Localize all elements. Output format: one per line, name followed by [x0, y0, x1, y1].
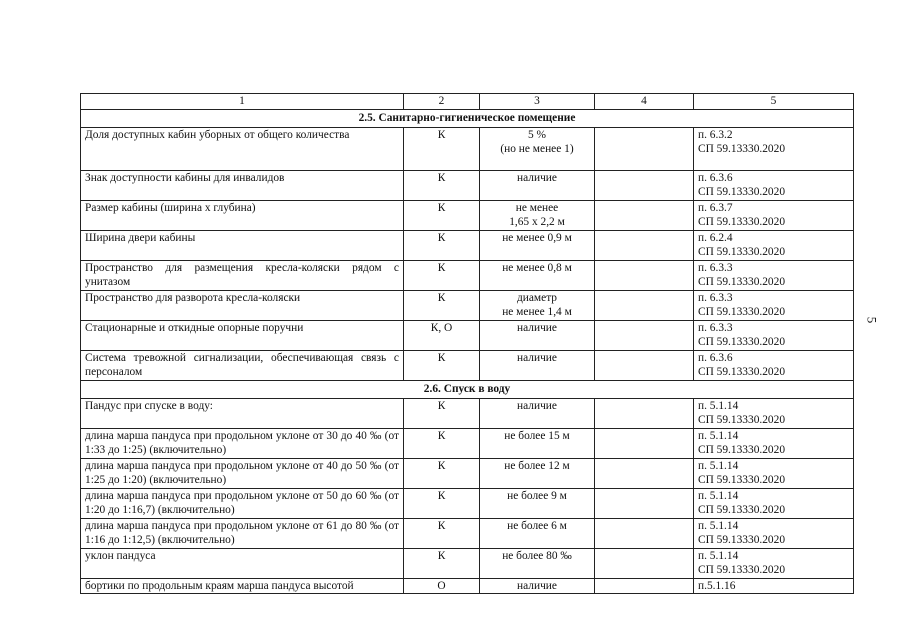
actual-value-cell [595, 399, 694, 429]
norm-value-cell [480, 128, 595, 171]
category-cell: К [404, 291, 480, 321]
norm-value-cell [480, 459, 595, 489]
reference-clause: п. 5.1.14 [698, 520, 739, 532]
category-cell: К [404, 399, 480, 429]
page-number: 5 [864, 316, 880, 324]
table-row [81, 128, 854, 171]
parameter-cell: бортики по продольным краям марша пандуса высотой [81, 579, 404, 594]
reference-standard: СП 59.13330.2020 [698, 276, 786, 288]
reference-cell [694, 459, 854, 489]
actual-value-cell [595, 231, 694, 261]
reference-clause: п. 5.1.14 [698, 550, 739, 562]
actual-value-cell [595, 459, 694, 489]
table-row [81, 261, 854, 291]
reference-standard: СП 59.13330.2020 [698, 143, 786, 155]
actual-value-cell [595, 201, 694, 231]
section-title: 2.5. Санитарно-гигиеническое помещение [81, 110, 854, 128]
header-cell: 2 [404, 94, 480, 110]
norm-value-line: наличие [517, 172, 557, 184]
actual-value-cell [595, 579, 694, 594]
reference-cell [694, 128, 854, 171]
norm-value-cell [480, 231, 595, 261]
parameter-cell: длина марша пандуса при продольном уклоне от 40 до 50 ‰ (от 1:25 до 1:20) (включительно) [81, 459, 404, 489]
table-row [81, 291, 854, 321]
actual-value-cell [595, 261, 694, 291]
reference-clause: п. 6.3.2 [698, 129, 733, 141]
parameter-cell: Пространство для размещения кресла-коляски рядом с унитазом [81, 261, 404, 291]
category-cell: К [404, 231, 480, 261]
reference-clause: п. 5.1.14 [698, 430, 739, 442]
header-cell: 1 [81, 94, 404, 110]
category-cell: К [404, 201, 480, 231]
norm-value-cell [480, 351, 595, 381]
parameter-cell: Стационарные и откидные опорные поручни [81, 321, 404, 351]
parameter-cell: длина марша пандуса при продольном уклоне от 30 до 40 ‰ (от 1:33 до 1:25) (включительно) [81, 429, 404, 459]
actual-value-cell [595, 128, 694, 171]
parameter-cell: Пандус при спуске в воду: [81, 399, 404, 429]
norm-value-line: наличие [517, 580, 557, 592]
norm-value-cell [480, 171, 595, 201]
reference-standard: СП 59.13330.2020 [698, 564, 786, 576]
reference-cell [694, 321, 854, 351]
category-cell: О [404, 579, 480, 594]
norm-value-cell [480, 429, 595, 459]
reference-cell [694, 579, 854, 594]
norm-value-line: не более 12 м [504, 460, 570, 472]
norm-value-cell [480, 321, 595, 351]
actual-value-cell [595, 291, 694, 321]
parameter-cell: Ширина двери кабины [81, 231, 404, 261]
reference-clause: п. 6.3.3 [698, 262, 733, 274]
table-row [81, 201, 854, 231]
reference-cell [694, 549, 854, 579]
reference-clause: п. 5.1.14 [698, 490, 739, 502]
norm-value-line: 5 % [527, 129, 547, 141]
table-row [81, 459, 854, 489]
reference-cell [694, 519, 854, 549]
table-row [81, 171, 854, 201]
actual-value-cell [595, 351, 694, 381]
reference-clause: п. 6.3.3 [698, 322, 733, 334]
norm-value-line: наличие [517, 400, 557, 412]
norm-value-line: не менее [515, 202, 559, 214]
category-cell: К [404, 261, 480, 291]
reference-standard: СП 59.13330.2020 [698, 474, 786, 486]
norm-value-line: (но не менее 1) [500, 143, 574, 155]
category-cell: К [404, 351, 480, 381]
section-header-row [81, 110, 854, 128]
norm-value-cell [480, 519, 595, 549]
reference-cell [694, 489, 854, 519]
actual-value-cell [595, 429, 694, 459]
norm-value-line: не менее 0,8 м [502, 262, 572, 274]
reference-clause: п. 6.3.3 [698, 292, 733, 304]
norm-value-cell [480, 579, 595, 594]
category-cell: К [404, 459, 480, 489]
reference-standard: СП 59.13330.2020 [698, 306, 786, 318]
header-cell: 5 [694, 94, 854, 110]
requirements-table [80, 93, 854, 594]
table-row [81, 579, 854, 594]
norm-value-line: наличие [517, 322, 557, 334]
table-row [81, 489, 854, 519]
parameter-cell: уклон пандуса [81, 549, 404, 579]
parameter-cell: длина марша пандуса при продольном уклоне от 50 до 60 ‰ (от 1:20 до 1:16,7) (включительно) [81, 489, 404, 519]
reference-cell [694, 351, 854, 381]
actual-value-cell [595, 489, 694, 519]
norm-value-cell [480, 549, 595, 579]
norm-value-line: не менее 0,9 м [502, 232, 572, 244]
norm-value-cell [480, 399, 595, 429]
parameter-cell: Доля доступных кабин уборных от общего количества [81, 128, 404, 171]
norm-value-cell [480, 261, 595, 291]
reference-standard: СП 59.13330.2020 [698, 246, 786, 258]
category-cell: К [404, 549, 480, 579]
parameter-cell: Пространство для разворота кресла-коляски [81, 291, 404, 321]
table-row [81, 321, 854, 351]
actual-value-cell [595, 519, 694, 549]
section-title: 2.6. Спуск в воду [81, 381, 854, 399]
actual-value-cell [595, 321, 694, 351]
norm-value-line: не более 15 м [504, 430, 570, 442]
category-cell: К [404, 171, 480, 201]
norm-value-cell [480, 291, 595, 321]
header-cell: 3 [480, 94, 595, 110]
parameter-cell: Система тревожной сигнализации, обеспечивающая связь с персоналом [81, 351, 404, 381]
reference-cell [694, 231, 854, 261]
reference-clause: п.5.1.16 [698, 580, 736, 592]
norm-value-line: не более 6 м [507, 520, 567, 532]
norm-value-line: наличие [517, 352, 557, 364]
table-row [81, 429, 854, 459]
norm-value-cell [480, 489, 595, 519]
table-row [81, 549, 854, 579]
actual-value-cell [595, 549, 694, 579]
parameter-cell: Знак доступности кабины для инвалидов [81, 171, 404, 201]
table-row [81, 231, 854, 261]
table-row [81, 399, 854, 429]
reference-clause: п. 6.2.4 [698, 232, 733, 244]
norm-value-line: не более 80 ‰ [502, 550, 572, 562]
category-cell: К [404, 519, 480, 549]
reference-clause: п. 5.1.14 [698, 460, 739, 472]
reference-cell [694, 291, 854, 321]
reference-cell [694, 399, 854, 429]
norm-value-line: не менее 1,4 м [502, 306, 572, 318]
reference-standard: СП 59.13330.2020 [698, 366, 786, 378]
reference-standard: СП 59.13330.2020 [698, 336, 786, 348]
norm-value-line: диаметр [516, 292, 558, 304]
reference-cell [694, 171, 854, 201]
norm-value-cell [480, 201, 595, 231]
reference-cell [694, 261, 854, 291]
reference-standard: СП 59.13330.2020 [698, 504, 786, 516]
reference-standard: СП 59.13330.2020 [698, 186, 786, 198]
reference-clause: п. 5.1.14 [698, 400, 739, 412]
reference-clause: п. 6.3.6 [698, 352, 733, 364]
category-cell: К, О [404, 321, 480, 351]
actual-value-cell [595, 171, 694, 201]
reference-standard: СП 59.13330.2020 [698, 444, 786, 456]
table-row [81, 351, 854, 381]
header-cell: 4 [595, 94, 694, 110]
norm-value-line: 1,65 х 2,2 м [509, 216, 565, 228]
category-cell: К [404, 128, 480, 171]
reference-standard: СП 59.13330.2020 [698, 534, 786, 546]
parameter-cell: Размер кабины (ширина х глубина) [81, 201, 404, 231]
reference-clause: п. 6.3.6 [698, 172, 733, 184]
reference-cell [694, 201, 854, 231]
parameter-cell: длина марша пандуса при продольном уклоне от 61 до 80 ‰ (от 1:16 до 1:12,5) (включительно) [81, 519, 404, 549]
reference-standard: СП 59.13330.2020 [698, 414, 786, 426]
norm-value-line: не более 9 м [507, 490, 567, 502]
category-cell: К [404, 429, 480, 459]
section-header-row [81, 381, 854, 399]
reference-standard: СП 59.13330.2020 [698, 216, 786, 228]
reference-clause: п. 6.3.7 [698, 202, 733, 214]
table-header-row [81, 94, 854, 110]
table-row [81, 519, 854, 549]
category-cell: К [404, 489, 480, 519]
reference-cell [694, 429, 854, 459]
